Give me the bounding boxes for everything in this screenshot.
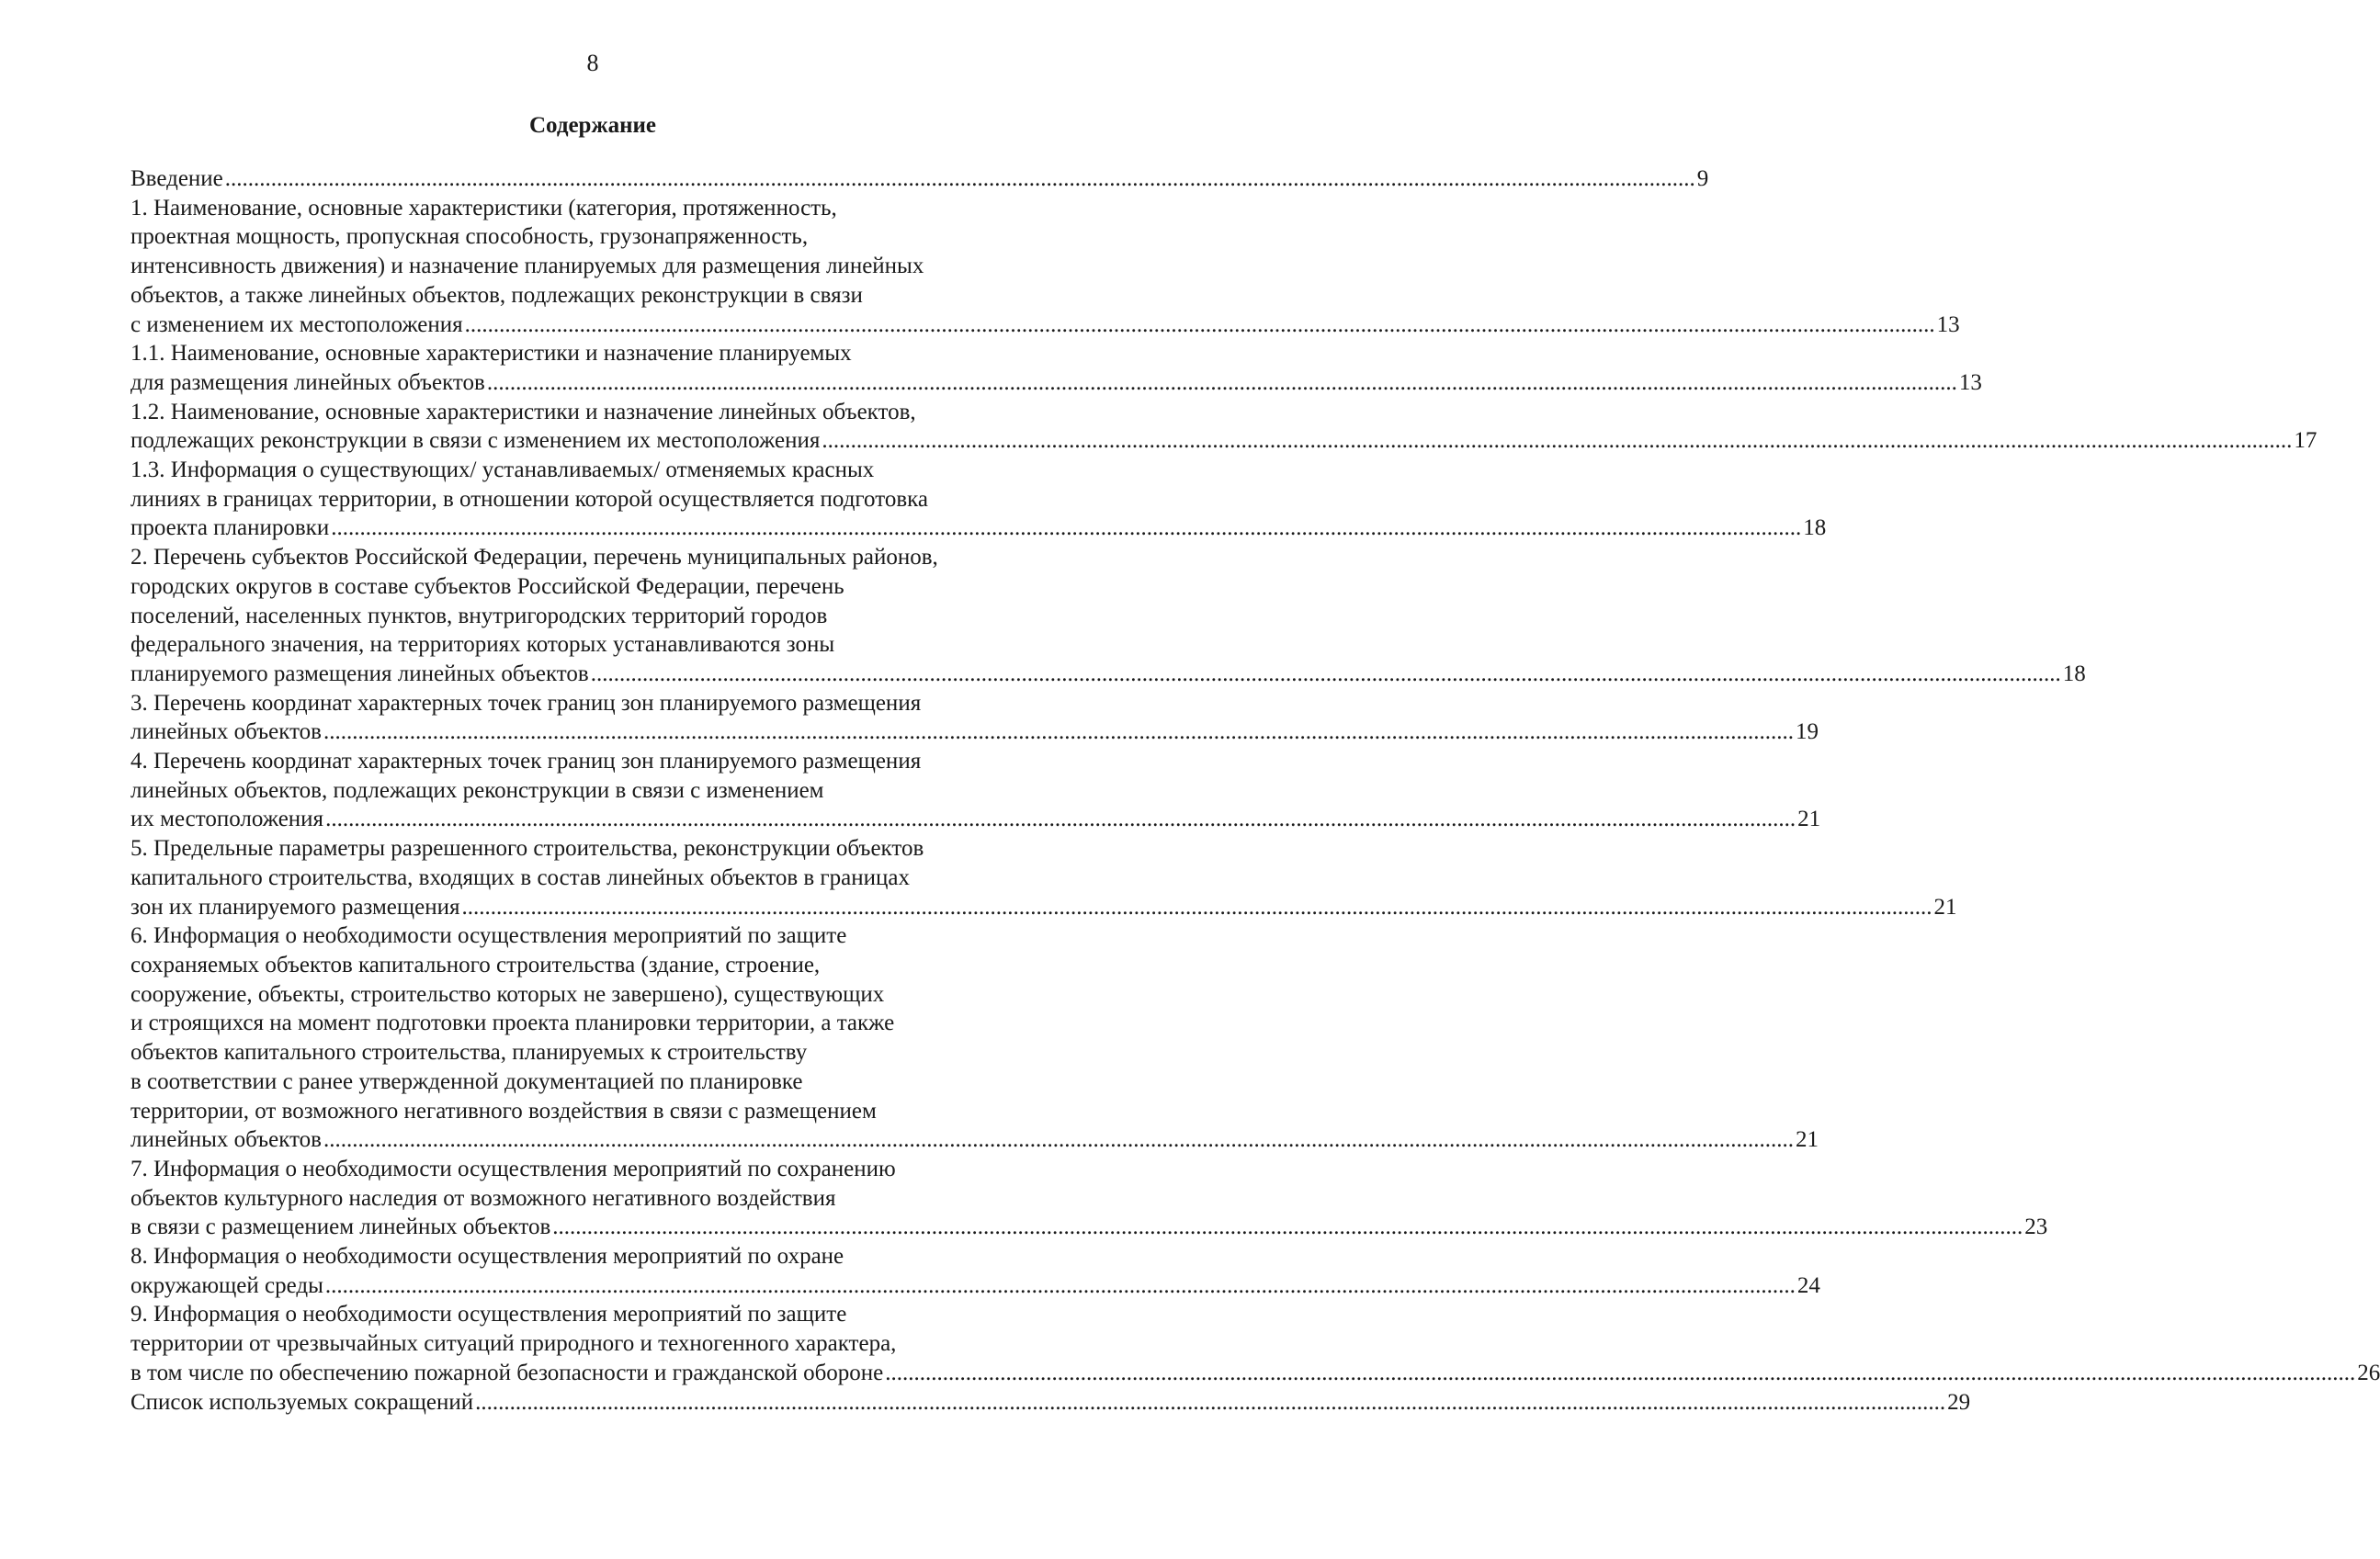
toc-entry[interactable] (130, 1388, 1971, 1418)
dot-leader: ................................................................................................................................................................................................................................................................ (486, 369, 1957, 395)
dot-leader: ................................................................................................................................................................................................................................................................ (464, 311, 1935, 337)
dot-leader: ................................................................................................................................................................................................................................................................ (331, 515, 1802, 541)
page-number: 8 (586, 50, 599, 76)
toc-entry-line: территории от чрезвычайных ситуаций природного и техногенного характера, (130, 1331, 897, 1357)
toc-entry-text: окружающей среды (130, 1272, 323, 1298)
toc-title: Содержание (528, 113, 656, 138)
table-of-contents (130, 164, 2380, 1417)
toc-entry-line: 7. Информация о необходимости осуществления мероприятий по сохранению (130, 1156, 896, 1181)
toc-entry-line (130, 1213, 2048, 1242)
toc-entry[interactable] (130, 543, 2086, 689)
toc-entry-line: линейных объектов, подлежащих реконструкции в связи с изменением (130, 777, 824, 803)
toc-entry-text: проекта планировки (130, 515, 330, 541)
toc-entry-line: 1.3. Информация о существующих/ устанавливаемых/ отменяемых красных (130, 458, 875, 483)
toc-entry-line (130, 1125, 1819, 1155)
toc-entry[interactable] (130, 834, 1957, 921)
toc-entry-line: 6. Информация о необходимости осуществления мероприятий по защите (130, 923, 847, 949)
toc-entry-line: федерального значения, на территориях которых устанавливаются зоны (130, 632, 835, 658)
toc-page-number: 9 (1696, 166, 1709, 191)
toc-entry-line: интенсивность движения) и назначение планируемых для размещения линейных (130, 254, 924, 279)
toc-entry-line (130, 805, 1821, 834)
toc-entry[interactable] (130, 456, 1827, 543)
toc-page-number: 18 (1803, 515, 1827, 541)
toc-page-number: 26 (2357, 1360, 2380, 1385)
toc-entry-line: объектов культурного наследия от возможного негативного воздействия (130, 1185, 836, 1211)
toc-entry-line: линиях в границах территории, в отношении которой осуществляется подготовка (130, 486, 928, 512)
toc-entry-text: в связи с размещением линейных объектов (130, 1214, 551, 1240)
toc-entry-text: для размещения линейных объектов (130, 369, 485, 395)
toc-page-number: 24 (1796, 1272, 1820, 1298)
toc-entry-line: проектная мощность, пропускная способность, грузонапряженность, (130, 224, 809, 250)
toc-entry-line: объектов, а также линейных объектов, подлежащих реконструкции в связи (130, 282, 863, 308)
toc-entry-line: сооружение, объекты, строительство которых не завершено), существующих (130, 981, 885, 1007)
toc-entry[interactable] (130, 747, 1821, 834)
toc-entry-line: 9. Информация о необходимости осуществления мероприятий по защите (130, 1302, 847, 1327)
toc-entry[interactable] (130, 921, 1819, 1155)
toc-entry-text: Введение (130, 166, 223, 191)
toc-entry-line (130, 893, 1957, 922)
toc-entry-line: 2. Перечень субъектов Российской Федерации, перечень муниципальных районов, (130, 545, 938, 571)
toc-entry-line: сохраняемых объектов капитального строительства (здание, строение, (130, 952, 821, 977)
toc-page-number: 21 (1797, 807, 1821, 832)
toc-entry-line: 4. Перечень координат характерных точек границ зон планируемого размещения (130, 749, 922, 774)
toc-page-number: 17 (2294, 428, 2318, 454)
toc-entry-line: 5. Предельные параметры разрешенного строительства, реконструкции объектов (130, 836, 924, 862)
dot-leader: ................................................................................................................................................................................................................................................................ (224, 166, 1695, 191)
toc-entry-text: с изменением их местоположения (130, 311, 463, 337)
dot-leader: ................................................................................................................................................................................................................................................................ (461, 894, 1932, 920)
toc-entry-text: в том числе по обеспечению пожарной безопасности и гражданской обороне (130, 1360, 884, 1385)
toc-entry-line: 3. Перечень координат характерных точек границ зон планируемого размещения (130, 690, 922, 716)
toc-entry-text: их местоположения (130, 807, 324, 832)
dot-leader: ................................................................................................................................................................................................................................................................ (325, 807, 1796, 832)
toc-entry-text: зон их планируемого размещения (130, 894, 460, 920)
toc-entry-text: планируемого размещения линейных объектов (130, 661, 589, 686)
dot-leader: ................................................................................................................................................................................................................................................................ (323, 1127, 1794, 1153)
toc-page-number: 19 (1795, 719, 1819, 745)
toc-entry-line: в соответствии с ранее утвержденной документацией по планировке (130, 1068, 803, 1094)
toc-entry-line (130, 1271, 1820, 1301)
dot-leader: ................................................................................................................................................................................................................................................................ (822, 428, 2293, 454)
dot-leader: ................................................................................................................................................................................................................................................................ (590, 661, 2061, 686)
toc-entry-line: и строящихся на момент подготовки проекта планировки территории, а также (130, 1011, 895, 1036)
toc-page-number: 29 (1947, 1389, 1971, 1415)
dot-leader: ................................................................................................................................................................................................................................................................ (475, 1389, 1946, 1415)
toc-entry-line (130, 717, 1819, 747)
toc-page-number: 23 (2024, 1214, 2048, 1240)
toc-entry-line: 8. Информация о необходимости осуществления мероприятий по охране (130, 1244, 844, 1270)
toc-entry-line: поселений, населенных пунктов, внутригородских территорий городов (130, 603, 828, 628)
toc-entry[interactable] (130, 1242, 1820, 1300)
toc-entry-line (130, 368, 1982, 398)
toc-entry-line (130, 660, 2086, 689)
toc-entry-line: 1.2. Наименование, основные характеристики и назначение линейных объектов, (130, 399, 916, 424)
toc-entry-text: Список используемых сокращений (130, 1389, 474, 1415)
toc-entry[interactable] (130, 689, 1819, 747)
toc-entry[interactable] (130, 398, 2318, 456)
toc-entry[interactable] (130, 1300, 2380, 1387)
dot-leader: ................................................................................................................................................................................................................................................................ (552, 1214, 2023, 1240)
toc-page-number: 13 (1958, 369, 1982, 395)
toc-entry-text: линейных объектов (130, 1127, 322, 1153)
toc-page-number: 21 (1933, 894, 1957, 920)
toc-entry-line (130, 514, 1827, 543)
toc-entry[interactable] (130, 1155, 2048, 1242)
dot-leader: ................................................................................................................................................................................................................................................................ (324, 1272, 1796, 1298)
toc-page-number: 13 (1936, 311, 1960, 337)
toc-entry[interactable] (130, 339, 1982, 397)
toc-entry-line (130, 311, 1960, 340)
toc-entry-line: 1.1. Наименование, основные характеристики и назначение планируемых (130, 341, 852, 367)
dot-leader: ................................................................................................................................................................................................................................................................ (885, 1360, 2356, 1385)
toc-entry-line: 1. Наименование, основные характеристики (категория, протяженность, (130, 195, 837, 220)
toc-entry[interactable] (130, 164, 1709, 194)
toc-entry-line: объектов капитального строительства, планируемых к строительству (130, 1040, 808, 1066)
toc-entry-line: территории, от возможного негативного воздействия в связи с размещением (130, 1098, 877, 1124)
toc-entry-line: капитального строительства, входящих в состав линейных объектов в границах (130, 864, 911, 890)
toc-entry-line (130, 1359, 2380, 1388)
toc-page-number: 21 (1795, 1127, 1819, 1153)
toc-entry-line (130, 426, 2318, 456)
toc-entry[interactable] (130, 194, 1960, 340)
toc-entry-line: городских округов в составе субъектов Российской Федерации, перечень (130, 573, 844, 599)
toc-entry-text: линейных объектов (130, 719, 322, 745)
toc-entry-line (130, 1388, 1971, 1418)
toc-entry-line (130, 164, 1709, 194)
toc-entry-text: подлежащих реконструкции в связи с изменением их местоположения (130, 428, 821, 454)
dot-leader: ................................................................................................................................................................................................................................................................ (323, 719, 1794, 745)
toc-page-number: 18 (2062, 661, 2086, 686)
